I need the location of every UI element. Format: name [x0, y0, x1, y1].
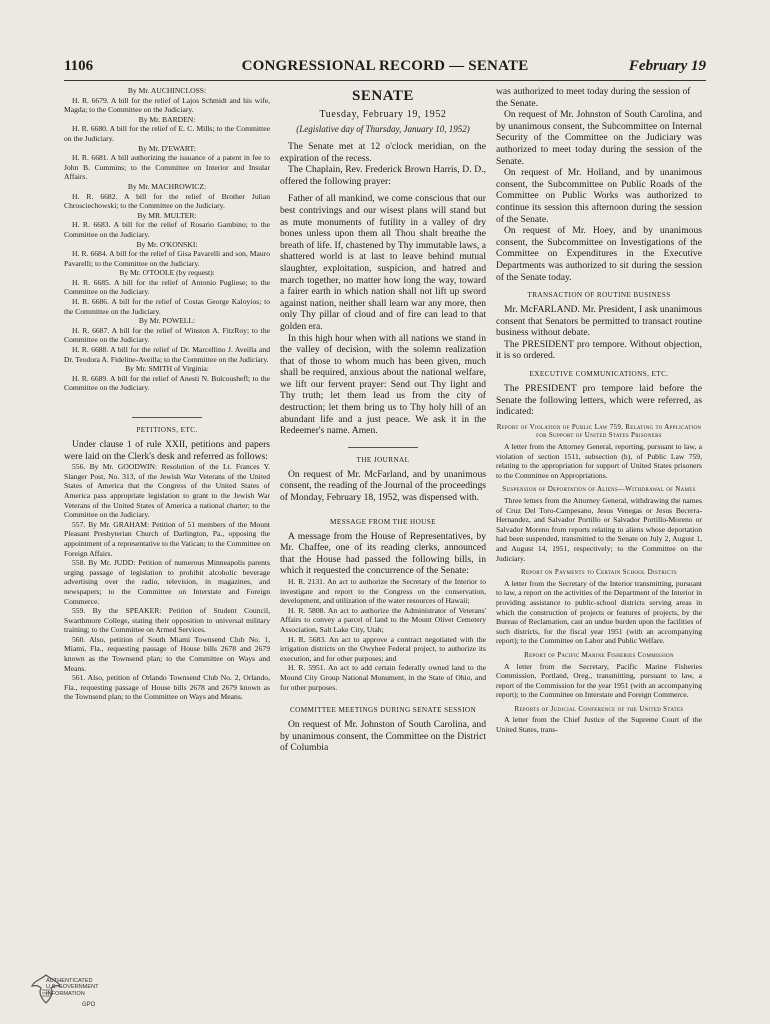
bill-sponsor: By Mr. MACHROWICZ:	[127, 181, 207, 191]
communication-heading: Report of Violation of Public Law 759, Relating to Application for Support of United States Prisoners	[496, 422, 702, 440]
executive-intro: The PRESIDENT pro tempore laid before the Senate the following letters, which were referred, as indicated:	[496, 383, 702, 418]
routine-paragraph-2: The PRESIDENT pro tempore. Without objection, it is so ordered.	[496, 338, 702, 362]
bill-entry: H. R. 6679. A bill for the relief of Lajos Schmidt and his wife, Magda; to the Committee on the Judiciary.	[64, 95, 270, 115]
section-heading-committee: COMMITTEE MEETINGS DURING SENATE SESSION	[289, 706, 477, 715]
petitions-list	[64, 462, 270, 702]
section-heading-petitions: PETITIONS, ETC.	[136, 426, 198, 434]
petition-entry: 561. Also, petition of Orlando Townsend Club No. 2, Orlando, Fla., requesting passage of House bills 2678 and 2679 known as the Townsend plan; to the Committee on Ways and Means.	[64, 673, 270, 702]
communication-text: A letter from the Secretary, Pacific Marine Fisheries Commission, Portland, Oreg., transmitting, pursuant to law, a report of the Commission for the year 1951 (with an accompanying report); to the Committee on Interstate and Foreign Commerce.	[496, 661, 702, 700]
petition-entry: 560. Also, petition of South Miami Townsend Club No. 1, Miami, Fla., requesting passage of House bills 2678 and 2679 known as the Townsend plan; to the Committee on Ways and Means.	[64, 634, 270, 673]
message-paragraph: A message from the House of Representatives, by Mr. Chaffee, one of its reading clerks, announced that the House had passed the following bills, in which it requested the concurrence of the Senate:	[280, 530, 486, 577]
bill-sponsor: By Mr. AUCHINCLOSS:	[127, 86, 207, 95]
section-heading-routine: TRANSACTION OF ROUTINE BUSINESS	[527, 291, 671, 300]
communication-heading: Suspension of Deportation of Aliens—Withdrawal of Names	[502, 485, 696, 494]
column-left	[64, 86, 270, 1001]
section-heading-executive: EXECUTIVE COMMUNICATIONS, ETC.	[529, 370, 669, 379]
house-bill-entry: H. R. 5683. An act to approve a contract negotiated with the irrigation districts on the Owyhee Federal project, to authorize its execution, and for other purposes; and	[280, 634, 486, 663]
logo-text: AUTHENTICATED U.S. GOVERNMENT INFORMATION	[46, 978, 99, 997]
bill-sponsor: By Mr. D'EWART:	[138, 143, 196, 153]
header-rule	[64, 80, 706, 81]
communication-text: A letter from the Secretary of the Interior transmitting, pursuant to law, a report on the activities of the Department of the Interior in providing assistance to public-school districts serving areas in which the construction of projects or features of projects, by the Bureau of Reclamation, cast an undue burden upon the facilities of such districts, for the fiscal year 1951 (with an accompanying report); to the Committee on Labor and Public Welfare.	[496, 578, 702, 646]
petition-entry: 558. By Mr. JUDD: Petition of numerous Minneapolis parents urging passage of legislation to prohibit alcoholic beverage advertising over the radio, television, in magazines, and newspapers; to the Committee on Interstate and Foreign Commerce.	[64, 558, 270, 606]
continued-paragraph-1: was authorized to meet today during the session of the Senate.	[496, 86, 691, 109]
committee-paragraph: On request of Mr. Johnston of South Carolina, and by unanimous consent, the Committee on the District of Columbia	[280, 719, 486, 754]
prayer-paragraph-2: In this high hour when with all nations we stand in the valley of decision, with the solemn realization that of those to whom much has been given, much shall be required, anxious about the national welfare, we lift our fervent prayer: Send out Thy light and Thy truth; let them lead us from the city of destruction; let them bring us to Thy holy hill of an abundant life and a just peace. We ask it in the Redeemer's name. Amen.	[280, 332, 486, 437]
communication-text: A letter from the Attorney General, reporting, pursuant to law, a violation of section 1511, subsection (h), of Public Law 759, relating to the appropriation for support of United States prisoners to the Committee on Appropriations.	[496, 442, 702, 480]
bill-sponsor: By MR. MULTER:	[137, 210, 197, 220]
gpo-authentication-logo	[30, 970, 110, 1014]
bill-entry: H. R. 6681. A bill authorizing the issuance of a patent in fee to John B. Cummins; to the Committee on Interior and Insular Affairs.	[64, 153, 270, 182]
petition-entry: 559. By the SPEAKER: Petition of Student Council, Swarthmore College, stating their opposition to universal military training; to the Committee on Armed Services.	[64, 606, 270, 635]
routine-paragraph-1: Mr. McFARLAND. Mr. President, I ask unanimous consent that Senators be permitted to transact routine business without debate.	[496, 304, 702, 339]
communication-heading: Report on Payments to Certain School Districts	[520, 568, 678, 577]
bill-entry: H. R. 6686. A bill for the relief of Costas George Kaloyios; to the Committee on the Judiciary.	[64, 297, 270, 316]
divider	[132, 417, 202, 418]
senate-heading: SENATE	[352, 88, 414, 104]
communication-heading: Report of Pacific Marine Fisheries Commission	[524, 650, 674, 659]
communication-text: Three letters from the Attorney General, withdrawing the names of Cruz Del Toro-Campesano, Jesus Venegas or Jesus Becerra-Hernandez, and Salvador Portillo or Salvador Portillo-Moreno or Salvador Moreno from reports relating to aliens whose deportation had been suspended, transmitted to the Senate on July 2, August 1, and August 14, 1951, respectively; to the Committee on the Judiciary.	[496, 496, 702, 563]
column-right	[496, 86, 702, 1001]
journal-paragraph: On request of Mr. McFarland, and by unanimous consent, the reading of the Journal of the proceedings of Monday, February 18, 1952, was dispensed with.	[280, 468, 486, 504]
opening-paragraph: The Senate met at 12 o'clock meridian, on the expiration of the recess.	[280, 141, 486, 164]
bill-sponsor: By Mr. BARDEN:	[138, 114, 196, 124]
page-header	[64, 58, 706, 82]
bill-sponsor: By Mr. SMITH of Virginia:	[125, 364, 209, 374]
bill-entry: H. R. 6682. A bill for the relief of Brother Julian Chrosciechowski; to the Committee on the Judiciary.	[64, 191, 270, 211]
bill-entry: H. R. 6680. A bill for the relief of E. C. Mills; to the Committee on the Judiciary.	[64, 124, 270, 143]
column-middle	[280, 86, 486, 1001]
bill-entry: H. R. 6683. A bill for the relief of Rosario Gambino; to the Committee on the Judiciary.	[64, 220, 270, 239]
continued-paragraph-2: On request of Mr. Johnston of South Carolina, and by unanimous consent, the Subcommittee on Internal Security of the Committee on the Judiciary was authorized to meet today during the session of the Senate.	[496, 109, 702, 167]
logo-gpo: GPO	[82, 1002, 96, 1008]
section-heading-journal: THE JOURNAL	[356, 455, 410, 464]
bills-list	[64, 86, 270, 393]
legislative-day: (Legislative day of Thursday, January 10, 1952)	[296, 124, 470, 134]
bill-sponsor: By Mr. POWELL:	[138, 316, 196, 326]
bill-entry: H. R. 6689. A bill for the relief of Anesti N. Bulcoushefl; to the Committee on the Judiciary.	[64, 373, 270, 393]
house-bill-entry: H. R. 5951. An act to add certain federally owned land to the Mound City Group National Monument, in the State of Ohio, and for other purposes.	[280, 663, 486, 692]
petitions-intro: Under clause 1 of rule XXII, petitions and papers were laid on the Clerk's desk and referred as follows:	[64, 439, 270, 462]
bill-entry: H. R. 6684. A bill for the relief of Gisa Pavarelli and son, Mauro Pavarelli; to the Committee on the Judiciary.	[64, 249, 270, 268]
communication-text: A letter from the Chief Justice of the Supreme Court of the United States, trans-	[496, 715, 702, 735]
page-date: February 19	[628, 58, 706, 74]
petition-entry: 556. By Mr. GOODWIN: Resolution of the Lt. Frances Y. Slanger Post, No. 313, of the Jewish War Veterans of the United States of America that the Congress of the United States of America pass appropriate legislation to grant to the Jewish War Veterans of the United States of America a national charter; to the Committee on the Judiciary.	[64, 462, 270, 520]
continued-paragraph-4: On request of Mr. Hoey, and by unanimous consent, the Subcommittee on Investigations of the Committee on Expenditures in the Executive Departments was authorized to sit during the session of the Senate today.	[496, 225, 702, 283]
divider	[348, 447, 418, 448]
page-number: 1106	[64, 58, 94, 74]
bill-entry: H. R. 6685. A bill for the relief of Antonio Pugliese; to the Committee on the Judiciary.	[64, 277, 270, 297]
bill-entry: H. R. 6687. A bill for the relief of Winston A. FitzRoy; to the Committee on the Judiciary.	[64, 325, 270, 345]
house-bill-entry: H. R. 5808. An act to authorize the Administrator of Veterans' Affairs to convey a parcel of land to the Mount Olivet Cemetery Association, Salt Lake City, Utah;	[280, 605, 486, 634]
chaplain-paragraph: The Chaplain, Rev. Frederick Brown Harris, D. D., offered the following prayer:	[280, 164, 486, 187]
house-bills-list	[280, 577, 486, 692]
page-title: CONGRESSIONAL RECORD — SENATE	[241, 58, 529, 74]
prayer-paragraph-1: Father of all mankind, we come conscious that our best contrivings and our wisest plans will stand but as mute monuments of futility in a valley of dry bones unless upon them all Thou shalt breathe the breath of life. If, chastened by Thy immutable laws, a shattered world is at last to leave behind mutual slaughter, exploitation, suspicion, and hatred and march together, no matter how long the way, toward a fairer earth in which nation shall not lift up sword against nation, neither shall learn war any more, then only Thy pillar of cloud and of fire can lead to that golden era.	[280, 193, 486, 332]
executive-items	[496, 423, 702, 735]
communication-heading: Reports of Judicial Conference of the United States	[514, 704, 684, 713]
bill-sponsor: By Mr. O'TOOLE (by request):	[119, 268, 215, 278]
continued-paragraph-3: On request of Mr. Holland, and by unanimous consent, the Subcommittee on Public Roads of the Committee on Public Works was authorized to continue its session this afternoon during the session of the Senate.	[496, 167, 702, 225]
house-bill-entry: H. R. 2131. An act to authorize the Secretary of the Interior to investigate and report to the Congress on the conservation, development, and utilization of the water resources of Hawaii;	[280, 577, 486, 606]
petition-entry: 557. By Mr. GRAHAM: Petition of 51 members of the Mount Pleasant Presbyterian Church of Darlington, Pa., opposing the appointment of a representative to the Vatican; to the Committee on Foreign Affairs.	[64, 519, 270, 558]
bill-sponsor: By Mr. O'KONSKI:	[136, 239, 198, 249]
bill-entry: H. R. 6688. A bill for the relief of Dr. Marcellino J. Aveilla and Dr. Teodora A. Fideline-Aveilla; to the Committee on the Judiciary.	[64, 345, 270, 364]
session-date: Tuesday, February 19, 1952	[319, 109, 447, 120]
section-heading-message: MESSAGE FROM THE HOUSE	[330, 517, 436, 526]
